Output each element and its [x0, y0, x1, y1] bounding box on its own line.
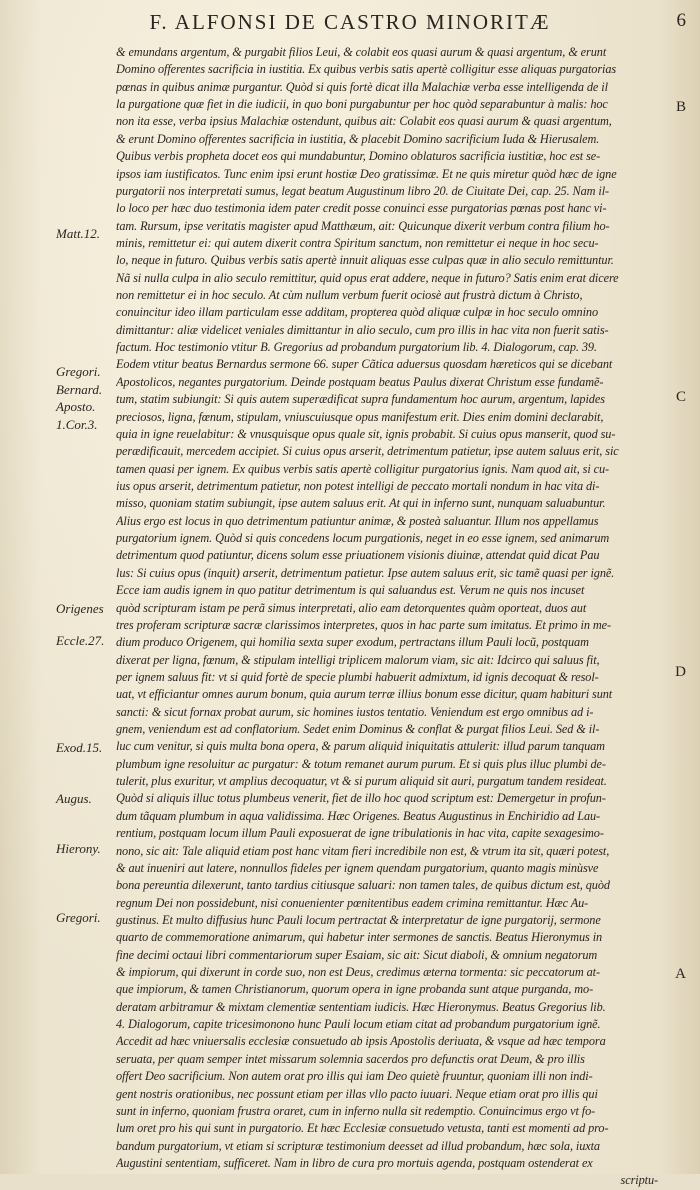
text-line: bandum purgatorium, vt etiam si scripturæ testimonium deesset ad illud probandum, hæc sola, iuxta [116, 1138, 600, 1153]
text-line: & aut inueniri aut latere, nonnullos fideles per ignem quendam purgatorium, quanto magis minùsve [116, 860, 599, 875]
text-line: misso, quoniam statim subiungit, ipse autem saluus erit. At qui in inferno sunt, nunquam saluabuntur. [116, 496, 606, 511]
text-line: offert Deo sacrificium. Non autem orat pro illis qui iam Deo quietè fruuntur, quoniam illi non indi- [116, 1069, 593, 1084]
text-line: & erunt Domino offerentes sacrificia in iustitia, & placebit Domino sacrificium Iuda & Hierusalem. [116, 131, 600, 146]
text-line: pœnas in quibus animæ purgantur. Quòd si quis fortè dicat illa Malachiæ verba esse intelligenda de il [116, 79, 608, 94]
text-line: seruata, per quam semper intet missarum solemnia sacerdos pro defunctis orat Deum, & pro illis [116, 1051, 585, 1066]
text-line: tum, statim subiungit: Si quis autem superædificat supra fundamentum hoc aurum, argentum, lapides [116, 392, 605, 407]
text-line: lo, neque in futuro. Quibus verbis satis apertè innuit aliquas esse culpas quæ in alio seculo remittuntur. [116, 253, 614, 268]
text-line: Quòd si aliquis illuc totus plumbeus venerit, fiet de illo hoc quod scriptum est: Demergetur in profun- [116, 791, 606, 806]
text-line: & impiorum, qui dixerunt in corde suo, non est Deus, credimus æterna tormenta: sic peccatorum at- [116, 965, 600, 980]
text-line: Augustini sententiam, sufficeret. Nam in libro de cura pro mortuis agenda, postquam ostenderat ex [116, 1156, 593, 1170]
margin-note-apostle: Aposto. [56, 399, 96, 414]
margin-note-jerome: Hierony. [56, 841, 101, 856]
text-line: la purgatione quæ fiet in die iudicii, in quo boni purgabuntur per hoc quòd separabuntur à malis: hoc [116, 97, 608, 112]
text-line: ius opus arserit, detrimentum patietur, non potest intelligi de peccato mortali nondum in hac vita di- [116, 478, 600, 493]
margin-letter-b: B [675, 99, 686, 115]
text-line: dixerat per ligna, fœnum, & stipulam intelligi triplicem malorum viam, sic ait: Idcirco qui saluus fit, [116, 652, 600, 667]
margin-note-matthew: Matt.12. [56, 226, 101, 241]
text-line: deratam arbitramur & mixtam clementiæ sententiam iudicis. Hæc Hieronymus. Beatus Gregorius lib. [116, 999, 606, 1014]
text-line: & emundans argentum, & purgabit filios Leui, & colabit eos quasi aurum & quasi argentum, & erunt [116, 45, 607, 59]
text-line: 4. Dialogorum, capite tricesimonono hunc Pauli locum etiam citat ad probandum purgatorium ignẽ. [116, 1017, 601, 1032]
text-line: tres proferam scripturæ sacræ clarissimos interpretes, quos in hac parte sum imitatus. Et primo in me- [116, 617, 611, 632]
text-line: Accedit ad hæc vniuersalis ecclesiæ consuetudo ab ipsis Apostolis deriuata, & vsque ad hæc tempora [116, 1034, 606, 1049]
text-line: gent nostris orationibus, nec possunt etiam per illas vllo pacto iuuari. Neque etiam orat pro illis qui [116, 1086, 598, 1101]
text-line: Quibus verbis propheta docet eos qui mundabuntur, Domino oblaturos sacrificia iustitiæ, hoc est se- [116, 149, 601, 164]
text-line: que impiorum, & tamen Christianorum, quorum opera in igne probanda sunt atque purganda, mo- [116, 982, 594, 997]
margin-note-bernard: Bernard. [56, 382, 103, 397]
text-line: sunt in inferno, quoniam frustra oraret, cum in inferno nulla sit redemptio. Conuincimus ergo vt fo- [116, 1103, 596, 1118]
text-line: minis, remittetur ei: qui autem dixerit contra Spiritum sanctum, non remittetur ei neque in hoc secu- [116, 235, 599, 250]
text-line: quia in igne reuelabitur: & vnusquisque opus quale sit, ignis probabit. Si cuius opus manserit, quod su- [116, 426, 616, 441]
text-line: factum. Hoc testimonio vtitur B. Gregorius ad probandum purgatorium lib. 4. Dialogorum, cap. 39. [116, 340, 597, 355]
margin-note-corinthians: 1.Cor.3. [56, 417, 98, 432]
text-line: ipsos iam iustificatos. Tunc enim ipsi erunt hostiæ Deo gratissimæ. Et ne quis miretur quòd hæc de igne [116, 166, 617, 181]
text-line: purgatorium ignem. Quòd si quis concedens locum purgationis, neget in eo esse ignem, sed animarum [116, 531, 610, 546]
margin-note-augustine: Augus. [56, 791, 92, 806]
text-line: Domino offerentes sacrificia in iustitia. Ex quibus verbis satis apertè colligitur esse aliquas purgatorias [116, 62, 617, 77]
text-line: non ita esse, verba ipsius Malachiæ ostendunt, quibus ait: Colabit eos quasi aurum & quasi argentum, [116, 114, 612, 129]
running-title: F. ALFONSI DE CASTRO MINORITÆ [149, 10, 551, 34]
text-line: purgatorii nos interpretati sumus, legat beatum Augustinum libro 20. de Ciuitate Dei, cap. 25. Nam il- [116, 183, 610, 198]
text-line: detrimentum quod patiuntur, dicens solum esse priuationem visionis diuinæ, attendat quid dicat Pau [116, 548, 600, 563]
text-line: tam. Rursum, ipse veritatis magister apud Matthæum, ait: Quicunque dixerit verbum contra filium ho- [116, 218, 610, 233]
text-line: tulerit, plus exuritur, vt amplius decoquatur, vt & si purum aliquid sit auri, purgatum tandem resideat. [116, 774, 607, 789]
text-line: rentium, postquam locum illum Pauli exposuerat de igne tribulationis in hac vita, capite sexagesimo- [116, 826, 604, 841]
text-line: lo loco per hæc duo testimonia idem pater credit posse conuinci esse purgatorias pœnas post hanc vi- [116, 201, 607, 216]
text-line: Apostolicos, negantes purgatorium. Deinde postquam beatus Paulus dixerat Christum esse fundamẽ- [116, 374, 604, 389]
text-line: Eodem vtitur beatus Bernardus sermone 66. super Cãtica aduersus quosdam hæreticos qui se dicebant [116, 357, 613, 372]
text-line: scriptu- [620, 1173, 658, 1188]
text-line: preciosos, ligna, fœnum, stipulam, vniuscuiusque opus manifestum erit. Dies enim domini declarabit, [116, 409, 604, 424]
text-line: Alius ergo est locus in quo detrimentum patiuntur animæ, & posteà saluantur. Illum nos appellamus [116, 513, 599, 528]
text-line: regnum Dei non possidebunt, nisi conuenienter pœnitentibus eadem crimina remittantur. Hæc Au- [116, 895, 589, 910]
text-line: bona pereuntia dilexerunt, tanto tardius citiusque saluari: non tamen tales, de quibus dictum est, quòd [116, 878, 610, 893]
text-line: dium produco Origenem, qui homilia sexta super exodum, pertractans illum Pauli locũ, postquam [116, 635, 589, 650]
margin-letter-a: A [675, 966, 686, 982]
text-line: nono, sic ait: Tale aliquid etiam post hanc vitam fieri incredibile non est, & vtrum ita sit, quæri potest, [116, 843, 610, 858]
margin-note-gregory-2: Gregori. [56, 910, 101, 925]
text-line: perædificauit, mercedem accipiet. Si cuius opus arserit, detrimentum patietur, ipse autem saluus erit, sic [116, 444, 619, 459]
margin-letter-d: D [675, 664, 686, 680]
text-line: non remittetur ei in hoc seculo. At cùm nullum verbum fuerit ociosè aut frustrà dictum à Christo, [116, 288, 583, 303]
margin-note-origen: Origenes [56, 601, 104, 616]
text-line: lus: Si cuius opus (inquit) arserit, detrimentum patietur. Ipse autem saluus erit, sic tamẽ quasi per ignẽ. [116, 565, 615, 580]
margin-note-gregory: Gregori. [56, 364, 101, 379]
text-line: luc cum venitur, si quis multa bona opera, & parum aliquid iniquitatis attulerit: illud parum tanquam [116, 739, 605, 754]
text-line: uat, vt efficiantur omnes aurum bonum, quia aurum terræ illius bonum esse dicitur, quam habituri sunt [116, 687, 613, 702]
text-line: conuincitur ideo illam particulam esse additam, propterea quòd aliquæ culpæ in hoc seculo omnino [116, 305, 598, 320]
text-line: quarto de commemoratione animarum, qui habetur inter sermones de sanctis. Beatus Hieronymus in [116, 930, 603, 945]
text-line: quòd scripturam istam pe perã simus interpretati, alio eam detorquentes quàm oporteat, duos aut [116, 600, 587, 615]
text-line: dimittantur: aliæ videlicet veniales dimittantur in alio seculo, cum pro illis in hac vita non fuerit satis- [116, 322, 609, 337]
text-line: sancti: & sicut fornax probat aurum, sic homines iustos tentatio. Veniendum est ergo omnibus ad i- [116, 704, 594, 719]
body-text [116, 44, 658, 1190]
margin-note-exodus: Exod.15. [56, 740, 103, 755]
text-line: gnem, veniendum est ad conflatorium. Sedet enim Dominus & conflat & purgat filios Leui. Sed & il- [116, 722, 600, 737]
text-line: tamen quasi per ignem. Ex quibus verbis satis apertè colligitur purgatorius ignis. Nam quod ait, si cu- [116, 461, 610, 476]
text-line: plumbum igne resoluitur ac purgatur: & totum remanet aurum purum. Et si quis plus illuc plumbi de- [116, 756, 606, 771]
margin-letter-c: C [675, 389, 686, 405]
margin-note-ecclesiasticus: Eccle.27. [56, 633, 105, 648]
text-line: Nã si nulla culpa in alio seculo remittitur, quid opus erat addere, neque in futuro? Satis enim erat dicere [116, 270, 619, 285]
text-line: Ecce iam audis ignem in quo patitur detrimentum is qui saluandus est. Verum ne quis nos incuset [116, 583, 585, 598]
text-line: fine decimi octaui libri commentariorum super Esaiam, sic ait: Sicut diaboli, & omnium negatorum [116, 947, 598, 962]
text-line: gustinus. Et multo diffusius hunc Pauli locum pertractat & interpretatur de igne purgatorij, sermone [116, 912, 601, 927]
text-line: lum oret pro his qui sunt in purgatorio. Et hæc Ecclesiæ consuetudo vetusta, tanti est momenti ad pro- [116, 1121, 609, 1136]
page-number: 6 [676, 10, 686, 31]
text-line: dum tãquam plumbum in aqua validissima. Hæc Origenes. Beatus Augustinus in Enchiridio ad Lau- [116, 808, 601, 823]
text-line: per ignem saluus fit: vt si quid fortè de specie plumbi habuerit admixtum, id ignis decoquat & resol- [116, 669, 599, 684]
